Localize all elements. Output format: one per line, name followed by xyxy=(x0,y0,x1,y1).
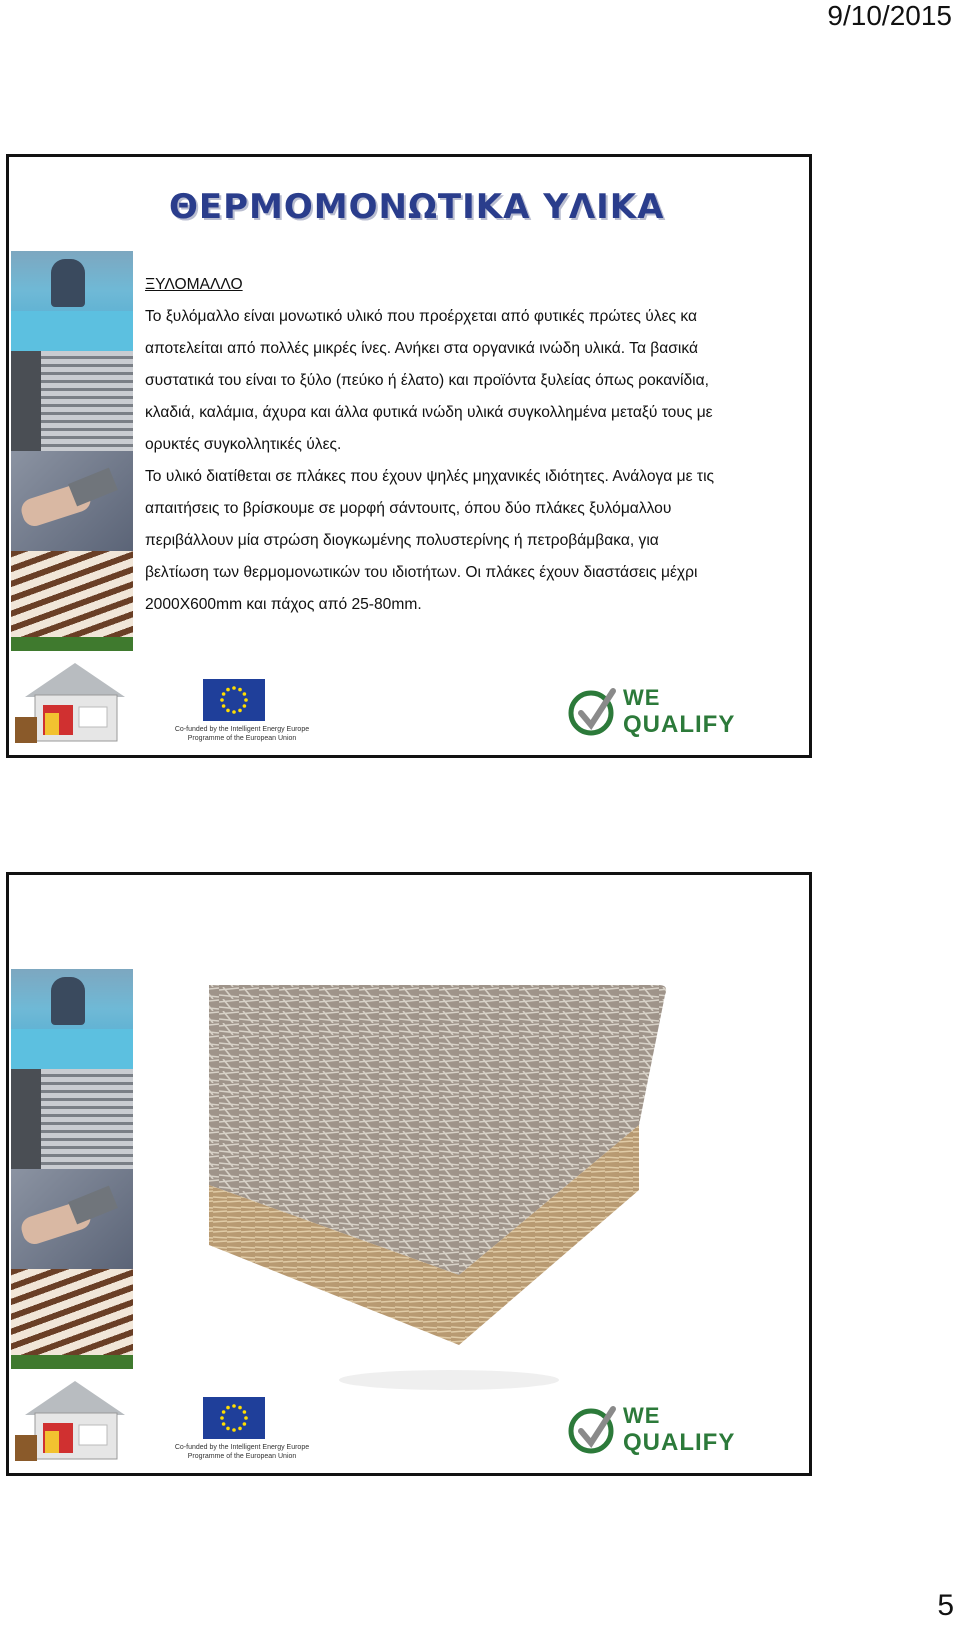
slide-2 xyxy=(6,872,812,1476)
logo-we-text: WE xyxy=(623,1403,661,1428)
text-line: αποτελείται από πολλές μικρές ίνες. Ανήκει στα οργανικά ινώδη υλικά. Τα βασικά xyxy=(145,340,698,357)
checkmark-icon xyxy=(567,685,619,737)
eu-funding-block xyxy=(157,1397,327,1467)
logo-qualify-text: QUALIFY xyxy=(623,711,736,738)
text-line: απαιτήσεις το βρίσκουμε σε μορφή σάντουιτς, όπου δύο πλάκες ξυλόμαλλου xyxy=(145,500,672,517)
eu-caption: Co-funded by the Intelligent Energy Europe Programme of the European Union xyxy=(174,726,310,742)
text-line: συστατικά του είναι το ξύλο (πεύκο ή έλατο) και προϊόντα ξυλείας όπως ροκανίδια, xyxy=(145,372,709,389)
text-line: βελτίωση των θερμομονωτικών του ιδιοτήτων. Οι πλάκες έχουν διαστάσεις μέχρι xyxy=(145,564,698,581)
we-qualify-logo xyxy=(567,685,737,743)
logo-qualify-text: QUALIFY xyxy=(623,1429,736,1456)
text-line: ορυκτές συγκολλητικές ύλες. xyxy=(145,436,342,453)
pool-photo xyxy=(11,969,133,1069)
shutter-photo xyxy=(11,1069,133,1169)
eu-flag-icon xyxy=(203,1397,265,1439)
slide-1 xyxy=(6,154,812,758)
photo-strip xyxy=(11,969,133,1369)
pergola-photo xyxy=(11,551,133,651)
eu-caption: Co-funded by the Intelligent Energy Europe Programme of the European Union xyxy=(174,1444,310,1460)
text-line: περιβάλλουν μία στρώση διογκωμένης πολυστερίνης ή πετροβάμβακα, για xyxy=(145,532,659,549)
eu-flag-icon xyxy=(203,679,265,721)
checkmark-icon xyxy=(567,1403,619,1455)
logo-we-text: WE xyxy=(623,685,661,710)
house-icon xyxy=(15,657,135,745)
house-icon xyxy=(15,1375,135,1463)
text-line: 2000X600mm και πάχος από 25-80mm. xyxy=(145,596,422,613)
pool-photo xyxy=(11,251,133,351)
wood-wool-board-image xyxy=(199,975,699,1395)
pergola-photo xyxy=(11,1269,133,1369)
slide-title: ΘΕΡΜΟΜΟΝΩΤΙΚΑ ΥΛΙΚΑ xyxy=(169,187,665,227)
we-qualify-logo xyxy=(567,1403,737,1461)
shutter-photo xyxy=(11,351,133,451)
slide-body xyxy=(145,269,795,621)
page-number: 5 xyxy=(937,1589,954,1622)
eu-funding-block xyxy=(157,679,327,749)
text-line: Το υλικό διατίθεται σε πλάκες που έχουν ψηλές μηχανικές ιδιότητες. Ανάλογα με τις xyxy=(145,468,715,485)
photo-strip xyxy=(11,251,133,651)
text-line: Το ξυλόμαλλο είναι μονωτικό υλικό που προέρχεται από φυτικές πρώτες ύλες κα xyxy=(145,308,698,325)
paragraph-2 xyxy=(145,461,795,621)
plastering-photo xyxy=(11,451,133,551)
page-date: 9/10/2015 xyxy=(827,0,952,31)
paragraph-1 xyxy=(145,301,795,461)
text-line: κλαδιά, καλάμια, άχυρα και άλλα φυτικά ινώδη υλικά συγκολλημένα μεταξύ τους με xyxy=(145,404,713,421)
plastering-photo xyxy=(11,1169,133,1269)
section-heading: ΞΥΛΟΜΑΛΛΟ xyxy=(145,276,243,293)
